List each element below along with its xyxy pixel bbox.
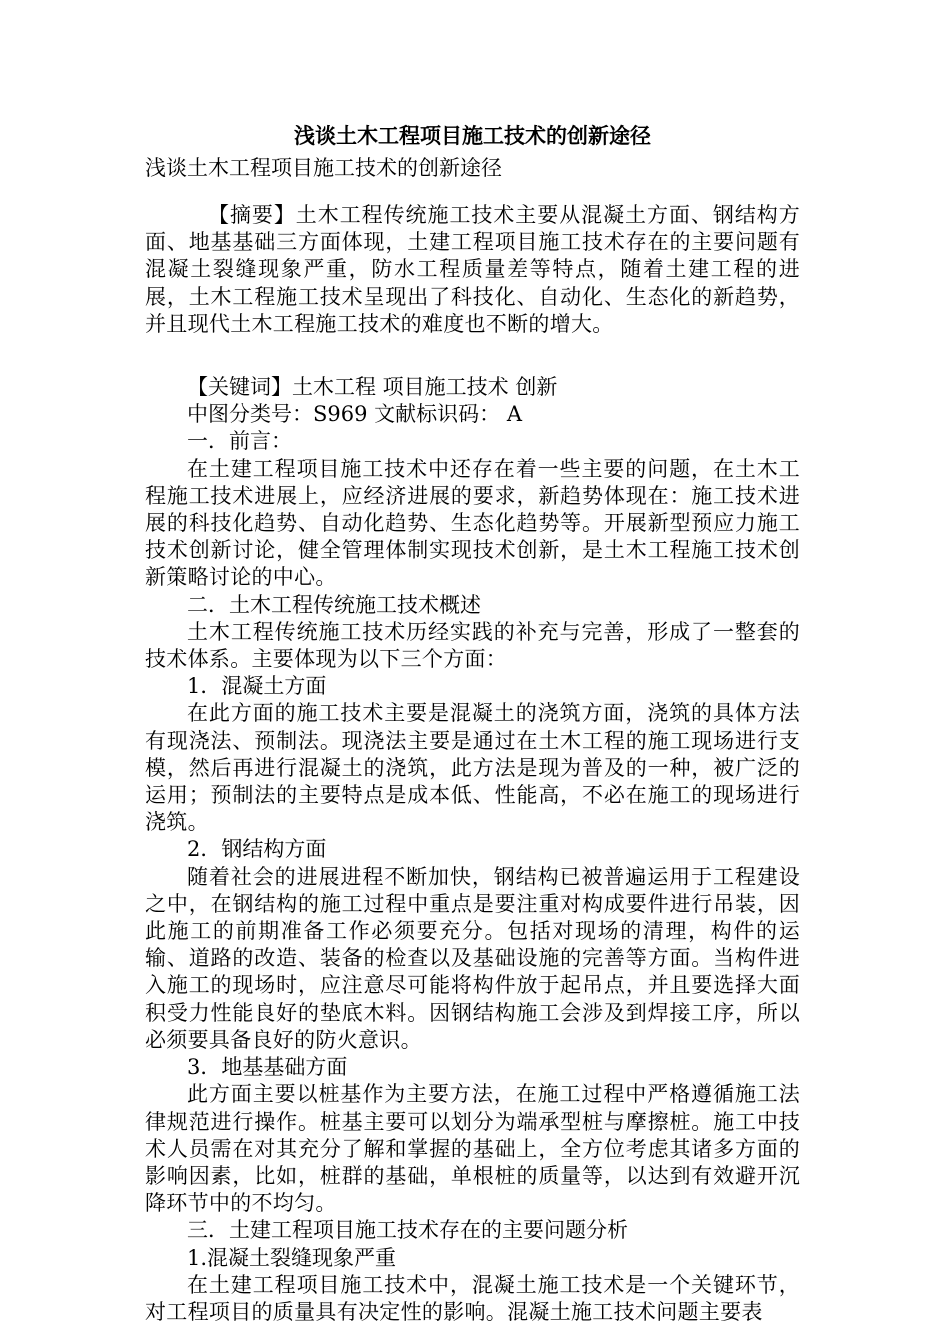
subsection-heading-steel: 2．钢结构方面 (187, 837, 327, 862)
keywords-line: 【关键词】土木工程 项目施工技术 创新 (187, 375, 558, 400)
subsection-paragraph-steel: 随着社会的进展进程不断加快，钢结构已被普遍运用于工程建设之中，在钢结构的施工过程中重点是要注重对构成要件进行吊装，因此施工的前期准备工作必须要充分。包括对现场的清理，构件的运输、道路的改造、装备的检查以及基础设施的完善等方面。当构件进入施工的现场时，应注意尽可能将构件放于起吊点，并且要选择大面积受力性能良好的垫底木料。因钢结构施工会涉及到焊接工序，所以必须要具备良好的防火意识。 (145, 864, 800, 1052)
section-paragraph-1: 在土建工程项目施工技术中还存在着一些主要的问题，在土木工程施工技术进展上，应经济进展的要求，新趋势体现在：施工技术进展的科技化趋势、自动化趋势、生态化趋势等。开展新型预应力施工技术创新讨论，健全管理体制实现技术创新，是土木工程施工技术创新策略讨论的中心。 (145, 456, 800, 590)
section-heading-3: 三．土建工程项目施工技术存在的主要问题分析 (187, 1218, 628, 1243)
subsection-paragraph-concrete: 在此方面的施工技术主要是混凝土的浇筑方面，浇筑的具体方法有现浇法、预制法。现浇法主要是通过在土木工程的施工现场进行支模，然后再进行混凝土的浇筑，此方法是现为普及的一种，被广泛的运用；预制法的主要特点是成本低、性能高，不必在施工的现场进行浇筑。 (145, 701, 800, 835)
subsection-heading-concrete: 1．混凝土方面 (187, 674, 327, 699)
subsection-paragraph-foundation: 此方面主要以桩基作为主要方法，在施工过程中严格遵循施工法律规范进行操作。桩基主要可以划分为端承型桩与摩擦桩。施工中技术人员需在对其充分了解和掌握的基础上，全方位考虑其诸多方面的影响因素，比如，桩群的基础，单根桩的质量等，以达到有效避开沉降环节中的不均匀。 (145, 1082, 800, 1216)
classification-line: 中图分类号：S969 文献标识码： A (187, 402, 522, 427)
document-subtitle: 浅谈土木工程项目施工技术的创新途径 (145, 156, 502, 180)
subsection-heading-foundation: 3．地基基础方面 (187, 1055, 348, 1080)
abstract-paragraph: 【摘要】土木工程传统施工技术主要从混凝土方面、钢结构方面、地基基础三方面体现，土建工程项目施工技术存在的主要问题有混凝土裂缝现象严重，防水工程质量差等特点，随着土建工程的进展，土木工程施工技术呈现出了科技化、自动化、生态化的新趋势，并且现代土木工程施工技术的难度也不断的增大。 (145, 203, 800, 336)
document-title: 浅谈土木工程项目施工技术的创新途径 (294, 123, 651, 148)
document-body (145, 120, 800, 1326)
subsection-paragraph-cracks: 在土建工程项目施工技术中，混凝土施工技术是一个关键环节，对工程项目的质量具有决定性的影响。混凝土施工技术问题主要表 (145, 1272, 800, 1324)
section-heading-2: 二．土木工程传统施工技术概述 (187, 592, 481, 617)
section-heading-1: 一．前言： (187, 429, 292, 454)
subsection-heading-cracks: 1.混凝土裂缝现象严重 (187, 1245, 397, 1270)
section-paragraph-2: 土木工程传统施工技术历经实践的补充与完善，形成了一整套的技术体系。主要体现为以下三个方面： (145, 619, 800, 672)
